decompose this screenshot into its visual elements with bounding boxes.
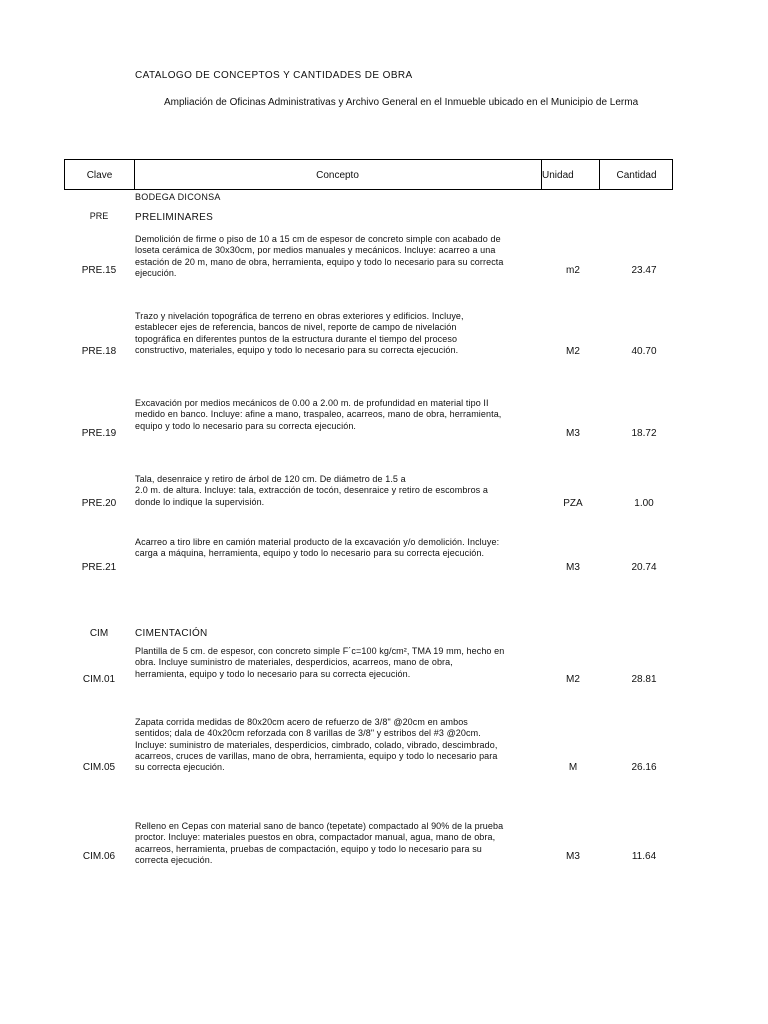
item-clave: CIM.05: [82, 762, 116, 773]
item-unidad: M2: [566, 346, 580, 357]
item-cantidad: 26.16: [631, 762, 657, 773]
item-cantidad: 1.00: [634, 498, 654, 509]
item-unidad: m2: [566, 265, 580, 276]
group-label: BODEGA DICONSA: [135, 192, 221, 202]
item-cantidad: 20.74: [631, 562, 657, 573]
section-code: PRE: [89, 211, 109, 221]
item-clave: CIM.01: [82, 674, 116, 685]
header-unidad: Unidad: [542, 170, 574, 181]
item-clave: PRE.19: [81, 428, 117, 439]
item-clave: PRE.20: [81, 498, 117, 509]
document-title: CATALOGO DE CONCEPTOS Y CANTIDADES DE OBRA: [135, 70, 413, 81]
table-header: [64, 159, 673, 190]
item-concepto: Trazo y nivelación topográfica de terreno en obras exteriores y edificios. Incluye, establecer ejes de referencia, bancos de nivel, reporte de campo de nivelación topográfica en diferentes puntos de la estructura durante el tiempo del proceso constructivo, materiales, equipo y todo lo necesario para su correcta ejecución.: [135, 311, 464, 355]
item-unidad: PZA: [563, 498, 583, 509]
section-name: PRELIMINARES: [135, 212, 214, 223]
item-unidad: M3: [566, 851, 580, 862]
item-unidad: M2: [566, 674, 580, 685]
item-cantidad: 18.72: [631, 428, 657, 439]
header-concepto: Concepto: [316, 170, 359, 181]
header-clave: Clave: [86, 170, 113, 181]
item-concepto: Acarreo a tiro libre en camión material producto de la excavación y/o demolición. Incluye: carga a máquina, herramienta, equipo y todo lo necesario para su correcta ejecución.: [135, 537, 500, 559]
item-unidad: M: [568, 762, 578, 773]
item-concepto: Relleno en Cepas con material sano de banco (tepetate) compactado al 90% de la prueba proctor. Incluye: materiales puestos en obra, compactador manual, agua, mano de obra, acarreos, herramienta, pruebas de compactación, equipo y todo lo necesario para su correcta ejecución.: [135, 821, 504, 865]
item-concepto: Demolición de firme o piso de 10 a 15 cm de espesor de concreto simple con acabado de loseta cerámica de 30x30cm, por medios manuales y mecánicos. Incluye: acarreo a una estación de 20 m, mano de obra, herramienta, equipo y todo lo necesario para su correcta ejecución.: [135, 234, 504, 278]
item-cantidad: 28.81: [631, 674, 657, 685]
item-clave: PRE.18: [81, 346, 117, 357]
section-name: CIMENTACIÓN: [135, 628, 208, 639]
item-cantidad: 40.70: [631, 346, 657, 357]
header-cantidad: Cantidad: [616, 170, 657, 181]
item-concepto: Excavación por medios mecánicos de 0.00 a 2.00 m. de profundidad en material tipo II medido en banco. Incluye: afine a mano, traspaleo, acarreos, mano de obra, herramienta, equipo y todo lo necesario para su correcta ejecución.: [135, 398, 502, 431]
item-unidad: M3: [566, 428, 580, 439]
item-clave: PRE.21: [81, 562, 117, 573]
item-cantidad: 11.64: [631, 851, 657, 862]
section-code: CIM: [89, 628, 109, 639]
document-subtitle: Ampliación de Oficinas Administrativas y Archivo General en el Inmueble ubicado en el Municipio de Lerma: [164, 97, 639, 108]
item-clave: PRE.15: [81, 265, 117, 276]
item-concepto: Zapata corrida medidas de 80x20cm acero de refuerzo de 3/8" @20cm en ambos sentidos; dala de 40x20cm reforzada con 8 varillas de 3/8" y estribos del #3 @20cm. Incluye: suministro de materiales, desperdicios, cimbrado, colado, vibrado, descimbrado, acarreos, cruces de varillas, mano de obra, herramienta, equipo y todo lo necesario para su correcta ejecución.: [135, 717, 498, 773]
item-clave: CIM.06: [82, 851, 116, 862]
item-cantidad: 23.47: [631, 265, 657, 276]
item-concepto: Tala, desenraice y retiro de árbol de 120 cm. De diámetro de 1.5 a 2.0 m. de altura. Incluye: tala, extracción de tocón, desenraice y retiro de escombros a donde lo indique la supervisión.: [135, 474, 488, 507]
item-concepto: Plantilla de 5 cm. de espesor, con concreto simple F´c=100 kg/cm², TMA 19 mm, hecho en obra. Incluye suministro de materiales, desperdicios, acarreos, mano de obra, herramienta, equipo y todo lo necesario para su correcta ejecución.: [135, 646, 505, 679]
item-unidad: M3: [566, 562, 580, 573]
